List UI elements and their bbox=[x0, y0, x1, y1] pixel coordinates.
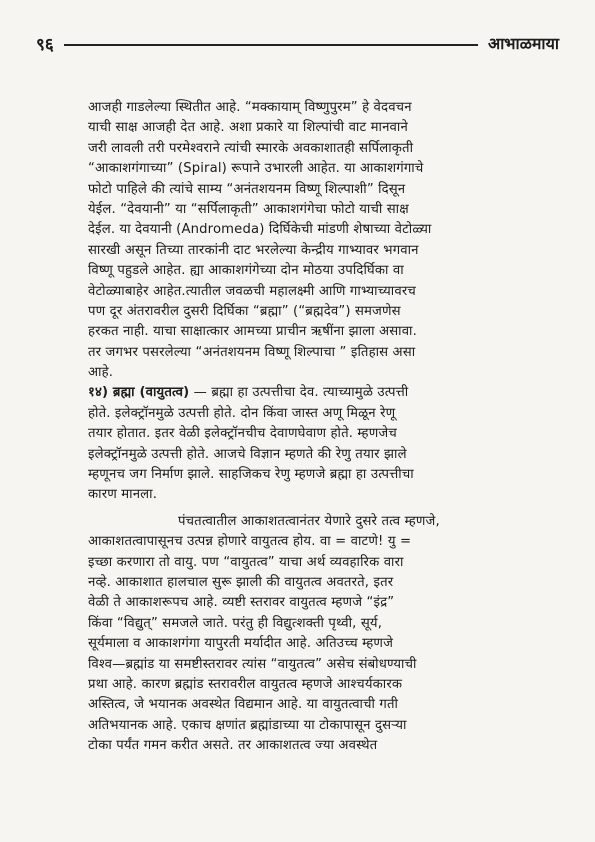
text-line: सूर्यमाला व आकाशगंगा यापुरती मर्यादीत आहे. अतिउच्च म्हणजे bbox=[88, 636, 394, 652]
paragraph-3 bbox=[88, 512, 571, 757]
text-line: कारण मानला. bbox=[88, 487, 158, 503]
running-title: आभाळमाया bbox=[487, 34, 559, 53]
text-line: “आकाशगंगाच्या” (Spiral) रूपाने उभारली आहेत. या आकाशगंगाचे bbox=[88, 161, 424, 177]
text-line: प्रथा आहे. कारण ब्रह्मांड स्तरावरील वायुतत्व म्हणजे आश्चर्यकारक bbox=[88, 676, 403, 692]
text-line: टोका पर्यंत गमन करीत असते. तर आकाशतत्व ज्या अवस्थेत bbox=[88, 738, 378, 754]
text-line bbox=[88, 383, 571, 403]
text-line: इच्छा करणारा तो वायु. पण “वायुतत्व” याचा अर्थ व्यवहारिक वारा bbox=[88, 554, 404, 570]
text-line: आजही गाडलेल्या स्थितीत आहे. “मक्कायाम् विष्णुपुरम” हे वेदवचन bbox=[88, 100, 412, 115]
text-line: तयार होतात. इतर वेळी इलेक्ट्रॉनचीच देवाणघेवाण होते. म्हणजेच bbox=[88, 426, 397, 442]
page-header bbox=[36, 30, 559, 56]
text-line: सारखी असून तिच्या तारकांनी दाट भरलेल्या केन्द्रीय गाभ्यावर भगवान bbox=[88, 242, 419, 258]
section-heading: १४) ब्रह्मा (वायुतत्व) bbox=[88, 385, 190, 401]
text-line: फोटो पाहिले की त्यांचे साम्य “अनंतशयनम विष्णू शिल्पाशी” दिसून bbox=[88, 181, 406, 197]
text-line: म्हणूनच जग निर्माण झाले. साहजिकच रेणु म्हणजे ब्रह्मा हा उत्पत्तीचा bbox=[88, 467, 414, 483]
text-line: देईल. या देवयानी (Andromeda) दिर्घिकेची मांडणी शेषाच्या वेटोळ्या bbox=[88, 222, 432, 238]
text-line: विष्णू पहुडले आहेत. ह्या आकाशगंगेच्या दोन मोठया उपदिर्घिका वा bbox=[88, 263, 404, 279]
text-line: वेळी ते आकाशरूपच आहे. व्यष्टी स्तरावर वायुतत्व म्हणजे “इंद्र” bbox=[88, 595, 395, 611]
text-line: तर जगभर पसरलेल्या “अनंतशयनम विष्णू शिल्पाचा ” इतिहास असा bbox=[88, 344, 416, 360]
paragraph-1 bbox=[88, 98, 571, 383]
text-line: होते. इलेक्ट्रॉनमुळे उत्पत्ती होते. दोन किंवा जास्त अणू मिळून रेणू bbox=[88, 405, 396, 421]
text-line: हरकत नाही. याचा साक्षात्कार आमच्या प्राचीन ऋषींना झाला असावा. bbox=[88, 324, 417, 340]
text-line: विश्व—ब्रह्मांड या समष्टीस्तरावर त्यांस “वायुतत्व” असेच संबोधण्याची bbox=[88, 656, 417, 672]
text-line: किंवा “विद्युत्” समजले जाते. परंतु ही विद्युत्शक्ती पृथ्वी, सूर्य, bbox=[88, 615, 383, 631]
text-line: याची साक्ष आजही देत आहे. अशा प्रकारे या शिल्पांची वाट मानवाने bbox=[88, 120, 408, 136]
text-line: पण दूर अंतरावरील दुसरी दिर्घिका “ब्रह्मा” (“ब्रह्मदेव”) समजणेस bbox=[88, 303, 401, 319]
text-line: वेटोळ्याबाहेर आहेत.त्यातील जवळची महालक्ष्मी आणि गाभ्याच्यावरच bbox=[88, 283, 416, 299]
text-line: आकाशतत्वापासूनच उत्पन्न होणारे वायुतत्व होय. वा = वाटणे! यु = bbox=[88, 534, 412, 550]
header-rule bbox=[64, 44, 478, 46]
heading-continuation: — ब्रह्मा हा उत्पत्तीचा देव. त्याच्यामुळे उत्पत्ती bbox=[189, 385, 409, 401]
text-line: येईल. “देवयानी” या “सर्पिलाकृती” आकाशगंगेचा फोटो याची साक्ष bbox=[88, 201, 409, 217]
text-line: पंचतत्वातील आकाशतत्वानंतर येणारे दुसरे तत्व म्हणजे, bbox=[178, 513, 440, 529]
text-line: इलेक्ट्रॉनमुळे उत्पत्ती होते. आजचे विज्ञान म्हणते की रेणु तयार झाले bbox=[88, 446, 407, 462]
text-line: अतिभयानक आहे. एकाच क्षणांत ब्रह्मांडाच्या या टोकापासून दुसऱ्या bbox=[88, 717, 407, 733]
page-number: ९६ bbox=[36, 34, 54, 55]
text-line: अस्तित्व, जे भयानक अवस्थेत विद्यमान आहे. या वायुतत्वाची गती bbox=[88, 697, 399, 713]
page-body bbox=[88, 98, 571, 757]
text-line: आहे. bbox=[88, 365, 114, 381]
paragraph-2 bbox=[88, 383, 571, 505]
text-line: जरी लावली तरी परमेश्वराने त्यांची स्मारके अवकाशातही सर्पिलाकृती bbox=[88, 140, 414, 156]
text-line: नव्हे. आकाशात हालचाल सुरू झाली की वायुतत्व अवतरते, इतर bbox=[88, 574, 394, 590]
